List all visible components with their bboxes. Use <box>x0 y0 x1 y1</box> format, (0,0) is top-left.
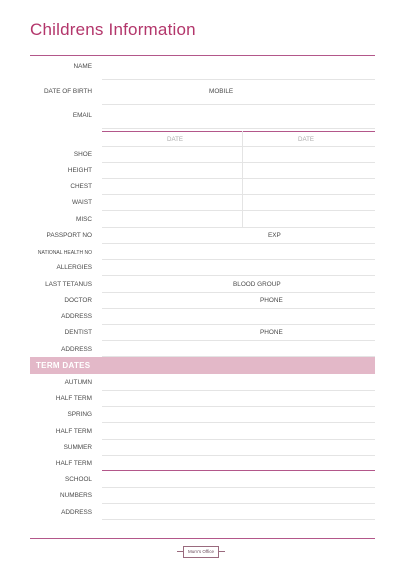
date-header-1: DATE <box>167 136 184 143</box>
waist-field[interactable] <box>102 210 375 211</box>
doctor-address-field[interactable] <box>102 324 375 325</box>
numbers-field[interactable] <box>102 503 375 504</box>
term-dates-header <box>30 357 375 374</box>
dentist-field[interactable] <box>102 340 375 341</box>
school-field[interactable] <box>102 487 375 488</box>
height-label: HEIGHT <box>67 167 92 174</box>
email-field[interactable] <box>102 128 375 129</box>
autumn-field[interactable] <box>102 390 375 391</box>
school-rule <box>102 470 375 471</box>
half-term-2-label: HALF TERM <box>55 428 92 435</box>
dob-label: DATE OF BIRTH <box>43 88 92 95</box>
chest-field[interactable] <box>102 194 375 195</box>
doctor-label: DOCTOR <box>64 297 92 304</box>
summer-field[interactable] <box>102 455 375 456</box>
half-term-1-label: HALF TERM <box>55 395 92 402</box>
doctor-address-label: ADDRESS <box>61 313 92 320</box>
term-dates-title: TERM DATES <box>36 361 91 370</box>
numbers-label: NUMBERS <box>60 492 92 499</box>
email-label: EMAIL <box>72 112 92 119</box>
page-title: Childrens Information <box>30 20 196 39</box>
top-rule <box>30 55 375 56</box>
tetanus-field[interactable] <box>102 292 375 293</box>
chest-label: CHEST <box>70 183 92 190</box>
date-row-line <box>102 146 375 147</box>
spring-field[interactable] <box>102 422 375 423</box>
mobile-label: MOBILE <box>209 88 234 95</box>
school-label: SCHOOL <box>65 476 92 483</box>
autumn-label: AUTUMN <box>64 379 92 386</box>
dentist-phone-label: PHONE <box>260 329 283 336</box>
half-term-2-field[interactable] <box>102 439 375 440</box>
school-address-field[interactable] <box>102 519 375 520</box>
misc-label: MISC <box>76 216 92 223</box>
school-address-label: ADDRESS <box>61 509 92 516</box>
misc-field[interactable] <box>102 227 375 228</box>
dentist-label: DENTIST <box>64 329 92 336</box>
bottom-rule <box>30 538 375 539</box>
allergies-label: ALLERGIES <box>56 264 92 271</box>
doctor-field[interactable] <box>102 308 375 309</box>
footer-logo: Mum's Office <box>183 546 219 558</box>
nhs-label: NATIONAL HEALTH NO <box>37 250 92 256</box>
dentist-address-label: ADDRESS <box>61 346 92 353</box>
name-field[interactable] <box>102 79 375 80</box>
measurements-rule <box>102 131 375 132</box>
half-term-3-label: HALF TERM <box>55 460 92 467</box>
tetanus-label: LAST TETANUS <box>45 281 92 288</box>
height-field[interactable] <box>102 178 375 179</box>
nhs-field[interactable] <box>102 259 375 260</box>
half-term-1-field[interactable] <box>102 406 375 407</box>
allergies-field[interactable] <box>102 275 375 276</box>
blood-group-label: BLOOD GROUP <box>233 281 281 288</box>
doctor-phone-label: PHONE <box>260 297 283 304</box>
spring-label: SPRING <box>67 411 92 418</box>
date-header-2: DATE <box>298 136 315 143</box>
name-label: NAME <box>73 63 92 70</box>
shoe-label: SHOE <box>73 151 92 158</box>
passport-field[interactable] <box>102 243 375 244</box>
dob-mobile-field[interactable] <box>102 104 375 105</box>
passport-label: PASSPORT NO <box>46 232 92 239</box>
exp-label: EXP <box>268 232 281 239</box>
summer-label: SUMMER <box>63 444 92 451</box>
waist-label: WAIST <box>72 199 92 206</box>
shoe-field[interactable] <box>102 162 375 163</box>
